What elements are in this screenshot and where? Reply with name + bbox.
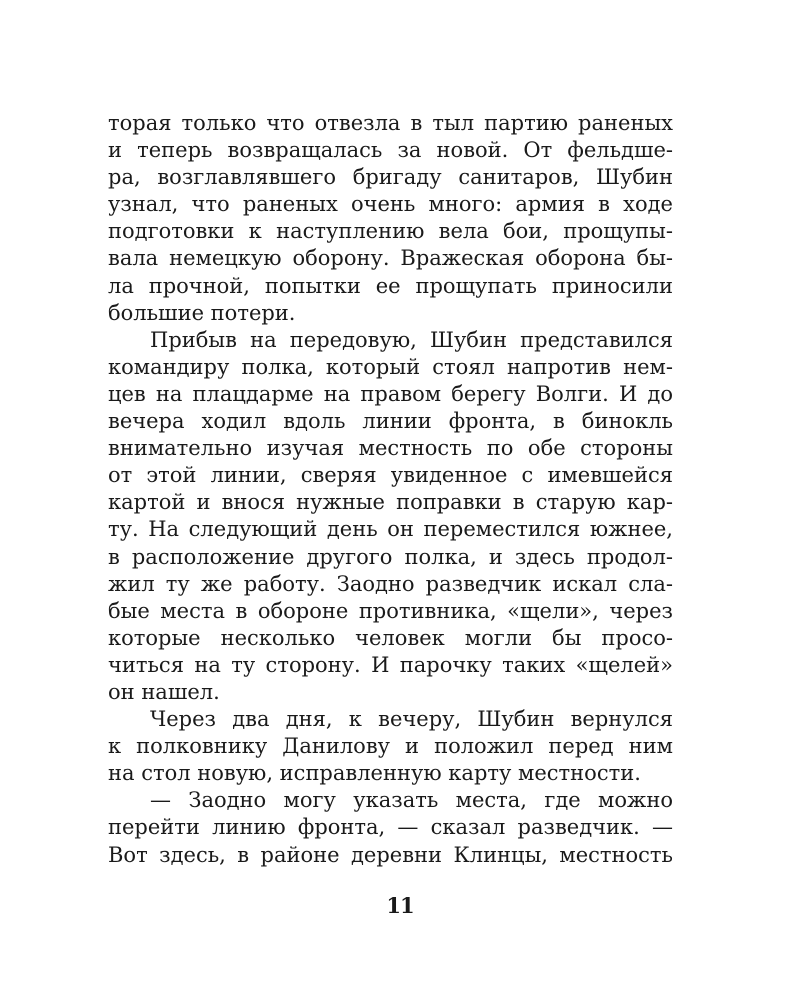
text-line: бые места в обороне противника, «щели», через (108, 598, 673, 623)
text-line: ла прочной, попытки ее прощупать приносили (108, 273, 673, 298)
text-line: в расположение другого полка, и здесь продол- (108, 544, 673, 569)
page-body-text (108, 110, 673, 869)
paragraph-start-line: Прибыв на передовую, Шубин представился (150, 327, 673, 352)
text-line: читься на ту сторону. И парочку таких «щелей» (108, 652, 673, 677)
text-line: которые несколько человек могли бы просо- (108, 625, 673, 650)
text-line: Вот здесь, в районе деревни Клинцы, местность (108, 842, 673, 867)
text-line: ра, возглавлявшего бригаду санитаров, Шубин (108, 165, 673, 190)
text-line: на стол новую, исправленную карту местности. (108, 761, 641, 786)
text-line: жил ту же работу. Заодно разведчик искал сла- (108, 571, 673, 596)
text-line: вечера ходил вдоль линии фронта, в бинокль (108, 409, 673, 434)
text-line: к полковнику Данилову и положил перед ним (108, 734, 673, 759)
text-line: он нашел. (108, 679, 220, 704)
text-line: от этой линии, сверяя увиденное с имевшейся (108, 463, 673, 488)
text-line: вала немецкую оборону. Вражеская оборона бы- (108, 246, 673, 271)
text-line: ту. На следующий день он переместился южнее, (108, 517, 673, 542)
text-line: внимательно изучая местность по обе стороны (108, 436, 673, 461)
text-line: большие потери. (108, 300, 296, 325)
paragraph-start-line: — Заодно могу указать места, где можно (150, 788, 673, 813)
paragraph-start-line: Через два дня, к вечеру, Шубин вернулся (150, 707, 673, 732)
text-line: картой и внося нужные поправки в старую кар- (108, 490, 673, 515)
text-line: командиру полка, который стоял напротив нем- (108, 354, 673, 379)
text-line: перейти линию фронта, — сказал разведчик. — (108, 815, 673, 840)
text-line: и теперь возвращалась за новой. От фельдше- (108, 138, 673, 163)
text-line: узнал, что раненых очень много: армия в ходе (108, 192, 673, 217)
text-line: подготовки к наступлению вела бои, прощупы- (108, 219, 673, 244)
text-line: торая только что отвезла в тыл партию раненых (108, 111, 673, 135)
page-number: 11 (386, 893, 414, 918)
text-line: цев на плацдарме на правом берегу Волги. И до (108, 381, 673, 406)
